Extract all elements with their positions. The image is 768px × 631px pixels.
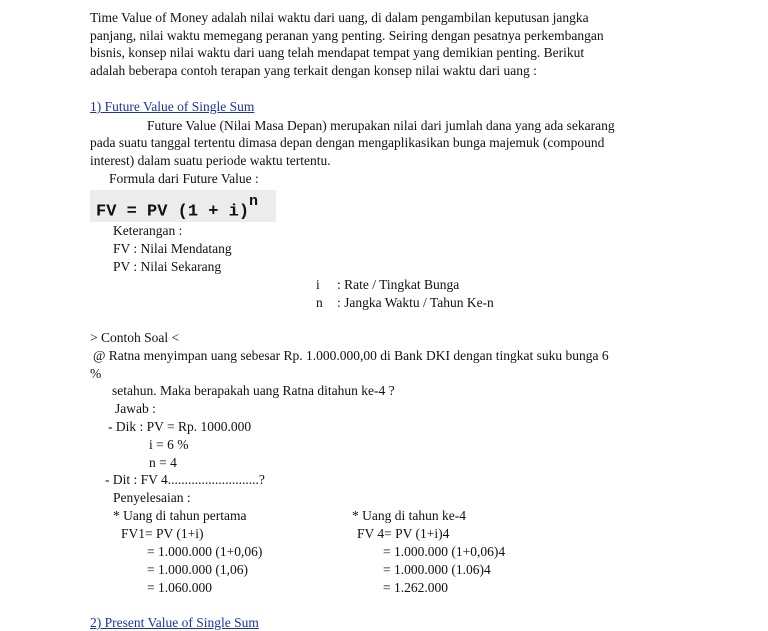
pv-definition: PV : Nilai Sekarang — [113, 259, 222, 274]
intro-line: Time Value of Money adalah nilai waktu dari uang, di dalam pengambilan keputusan jangka — [90, 10, 589, 25]
right-title: * Uang di tahun ke-4 — [352, 508, 466, 523]
asked-fv: - Dit : FV 4...........................? — [105, 472, 265, 487]
given-n: n = 4 — [149, 455, 177, 470]
keterangan-label: Keterangan : — [113, 223, 183, 238]
fv-desc-line: pada suatu tanggal tertentu dimasa depan dengan mengaplikasikan bunga majemuk (compound — [90, 135, 605, 150]
intro-line: bisnis, konsep nilai waktu dari uang telah mendapat tempat yang demikian penting. Berikut — [90, 45, 585, 60]
section1-heading-link[interactable]: 1) Future Value of Single Sum — [90, 99, 255, 114]
right-step: = 1.000.000 (1.06)4 — [383, 562, 491, 577]
fv-definition: FV : Nilai Mendatang — [113, 241, 232, 256]
i-definition: : Rate / Tingkat Bunga — [337, 277, 460, 292]
left-result: = 1.060.000 — [147, 580, 212, 595]
left-title: * Uang di tahun pertama — [113, 508, 247, 523]
problem-line: @ Ratna menyimpan uang sebesar Rp. 1.000.000,00 di Bank DKI dengan tingkat suku bunga 6 — [93, 348, 609, 363]
right-step: = 1.000.000 (1+0,06)4 — [383, 544, 506, 559]
formula-main: FV = PV (1 + i) — [96, 202, 250, 222]
left-step: = 1.000.000 (1,06) — [147, 562, 248, 577]
fv-formula — [90, 190, 276, 222]
intro-line: adalah beberapa contoh terapan yang terkait dengan konsep nilai waktu dari uang : — [90, 63, 537, 78]
solution-label: Penyelesaian : — [113, 490, 191, 505]
fv-desc-line: interest) dalam suatu periode waktu tertentu. — [90, 153, 331, 168]
section2-heading-link[interactable]: 2) Present Value of Single Sum — [90, 615, 259, 630]
given-pv: - Dik : PV = Rp. 1000.000 — [108, 419, 252, 434]
formula-label: Formula dari Future Value : — [109, 171, 259, 186]
intro-line: panjang, nilai waktu memegang peranan yang penting. Seiring dengan pesatnya perkembangan — [90, 28, 604, 43]
right-result: = 1.262.000 — [383, 580, 448, 595]
given-i: i = 6 % — [149, 437, 189, 452]
jawab-label: Jawab : — [115, 401, 156, 416]
left-step: = 1.000.000 (1+0,06) — [147, 544, 263, 559]
right-formula: FV 4= PV (1+i)4 — [357, 526, 450, 541]
fv-desc-line: Future Value (Nilai Masa Depan) merupakan nilai dari jumlah dana yang ada sekarang — [147, 118, 615, 133]
n-definition: : Jangka Waktu / Tahun Ke-n — [337, 295, 494, 310]
example-title: > Contoh Soal < — [90, 330, 180, 345]
i-symbol: i — [316, 277, 320, 292]
n-symbol: n — [316, 295, 323, 310]
problem-line: % — [90, 366, 102, 381]
problem-line: setahun. Maka berapakah uang Ratna ditahun ke-4 ? — [112, 383, 395, 398]
formula-exponent: n — [249, 193, 259, 210]
left-formula: FV1= PV (1+i) — [121, 526, 204, 541]
